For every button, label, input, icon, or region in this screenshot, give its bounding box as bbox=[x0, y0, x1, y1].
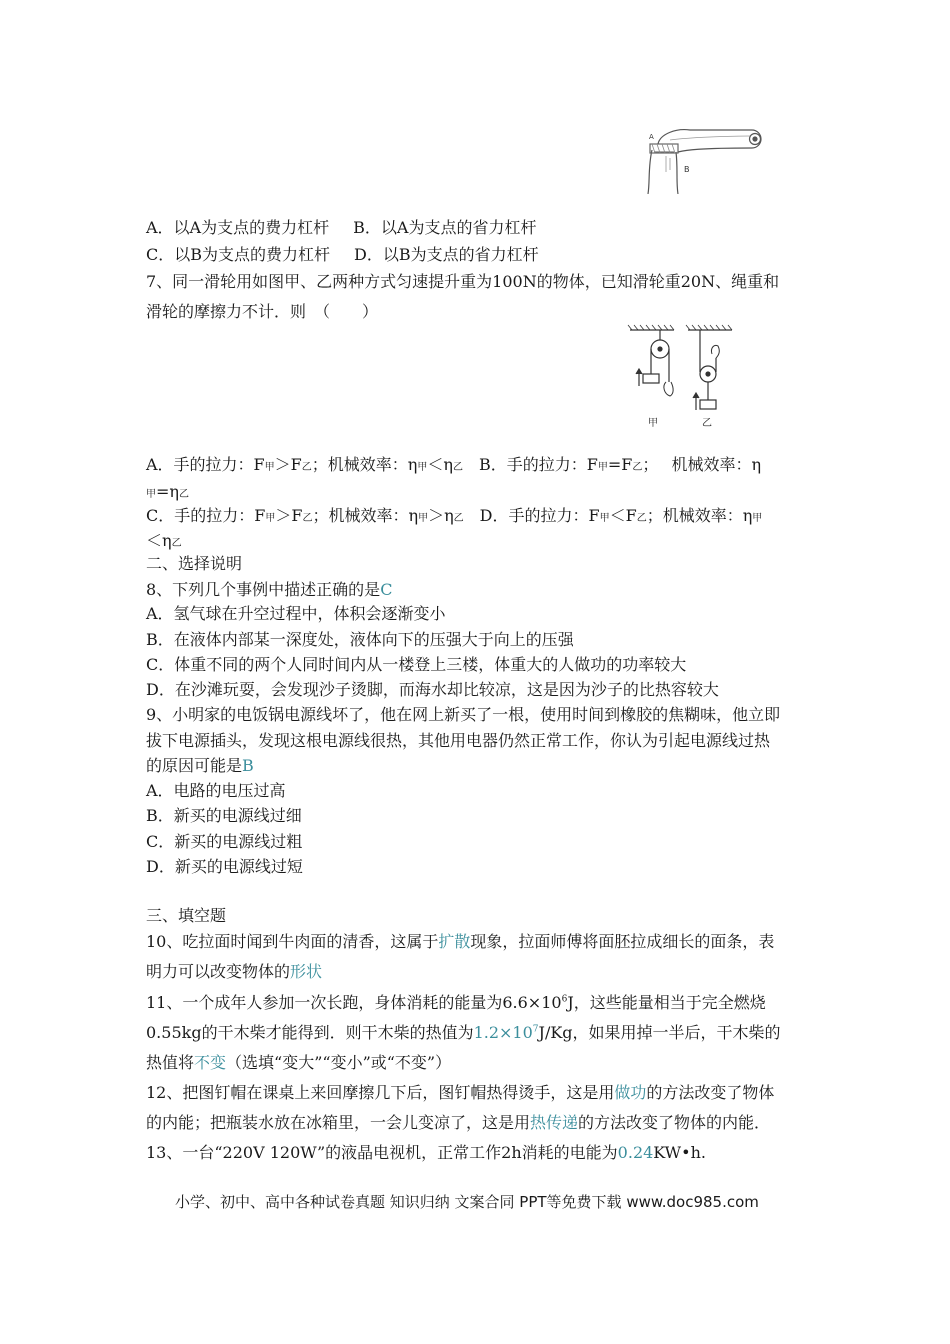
q12-answer-1: 做功 bbox=[614, 1083, 647, 1102]
q8-answer: C bbox=[380, 580, 393, 599]
page-footer: 小学、初中、高中各种试卷真题 知识归纳 文案合同 PPT等免费下载 www.doc985.com bbox=[175, 1193, 759, 1211]
q11-line3: 热值将不变（选填“变大”“变小”或“不变”） bbox=[146, 1053, 452, 1072]
q6-option-a: A．以A为支点的费力杠杆 bbox=[146, 218, 330, 237]
q8-option-a: A．氢气球在升空过程中，体积会逐渐变小 bbox=[146, 604, 446, 623]
q7-option-a-b: A．手的拉力：F甲＞F乙；机械效率：η甲＜η乙 B．手的拉力：F甲=F乙； 机械效率：η bbox=[146, 455, 762, 474]
section-3-title: 三、填空题 bbox=[146, 906, 227, 925]
q9-stem-line3: 的原因可能是B bbox=[146, 756, 254, 775]
pulley-label-yi: 乙 bbox=[702, 418, 712, 429]
q11-line2: 0.55kg的干木柴才能得到．则干木柴的热值为$1.2\times 10^7J/Kg$，如果用掉一半后，干木柴的 bbox=[146, 1023, 781, 1042]
pulley-diagram bbox=[626, 324, 738, 430]
q6-option-c: C．以B为支点的费力杠杆 bbox=[146, 245, 331, 264]
q9-stem-line1: 9、小明家的电饭锅电源线坏了，他在网上新买了一根，使用时间到橡胶的焦糊味，他立即 bbox=[146, 705, 781, 724]
section-2-title: 二、选择说明 bbox=[146, 554, 243, 573]
q6-options-ab bbox=[146, 218, 536, 238]
q10-line1: 10、吃拉面时闻到牛肉面的清香，这属于扩散现象，拉面师傅将面胚拉成细长的面条，表 bbox=[146, 932, 775, 951]
q8-stem: 8、下列几个事例中描述正确的是C bbox=[146, 580, 393, 599]
q7-option-d-cont: ＜η乙 bbox=[146, 531, 182, 550]
q6-options-cd bbox=[146, 245, 539, 265]
q10-line2: 明力可以改变物体的形状 bbox=[146, 962, 323, 981]
q13-line: 13、一台“220V 120W”的液晶电视机，正常工作2h消耗的电能为0.24KW•h. bbox=[146, 1143, 706, 1162]
q7-option-b-cont: 甲=η乙 bbox=[146, 482, 189, 501]
q8-option-b: B．在液体内部某一深度处，液体向下的压强大于向上的压强 bbox=[146, 630, 574, 649]
q11-answer-2: 不变 bbox=[194, 1053, 227, 1072]
q7-option-c-d: C．手的拉力：F甲＞F乙；机械效率：η甲＞η乙 D．手的拉力：F甲＜F乙；机械效率：η甲 bbox=[146, 506, 763, 525]
lever-diagram bbox=[640, 122, 776, 194]
q8-option-c: C．体重不同的两个人同时间内从一楼登上三楼，体重大的人做功的功率较大 bbox=[146, 655, 687, 674]
pulley-label-jia: 甲 bbox=[648, 418, 658, 429]
q9-option-b: B．新买的电源线过细 bbox=[146, 806, 302, 825]
fig1-label-b: B bbox=[684, 165, 690, 174]
q9-stem-line2: 拔下电源插头，发现这根电源线很热，其他用电器仍然正常工作，你认为引起电源线过热 bbox=[146, 731, 771, 750]
q11-line1: 11、一个成年人参加一次长跑，身体消耗的能量为$6.6\times 10^6J$，这些能量相当于完全燃烧 bbox=[146, 993, 766, 1012]
q9-option-d: D．新买的电源线过短 bbox=[146, 857, 303, 876]
q10-answer-1: 扩散 bbox=[438, 932, 471, 951]
q12-line1: 12、把图钉帽在课桌上来回摩擦几下后，图钉帽热得烫手，这是用做功的方法改变了物体 bbox=[146, 1083, 775, 1102]
q7-stem-line1: 7、同一滑轮用如图甲、乙两种方式匀速提升重为100N的物体，已知滑轮重20N、绳重和 bbox=[146, 272, 780, 291]
q8-option-d: D．在沙滩玩耍，会发现沙子烫脚，而海水却比较凉，这是因为沙子的比热容较大 bbox=[146, 680, 719, 699]
q9-option-c: C．新买的电源线过粗 bbox=[146, 832, 303, 851]
q10-answer-2: 形状 bbox=[290, 962, 323, 981]
q9-option-a: A．电路的电压过高 bbox=[146, 781, 286, 800]
q13-answer: 0.24 bbox=[617, 1143, 654, 1162]
q12-line2: 的内能；把瓶装水放在冰箱里，一会儿变凉了，这是用热传递的方法改变了物体的内能． bbox=[146, 1113, 771, 1132]
q11-answer-1: $1.2\times 10^7$ bbox=[473, 1023, 539, 1042]
q12-answer-2: 热传递 bbox=[530, 1113, 579, 1132]
q9-answer: B bbox=[242, 756, 254, 775]
q6-option-b: B．以A为支点的省力杠杆 bbox=[353, 218, 537, 237]
fig1-label-a: A bbox=[649, 133, 654, 141]
q6-option-d: D．以B为支点的省力杠杆 bbox=[354, 245, 539, 264]
q7-stem-line2: 滑轮的摩擦力不计．则 （ ） bbox=[146, 302, 379, 321]
